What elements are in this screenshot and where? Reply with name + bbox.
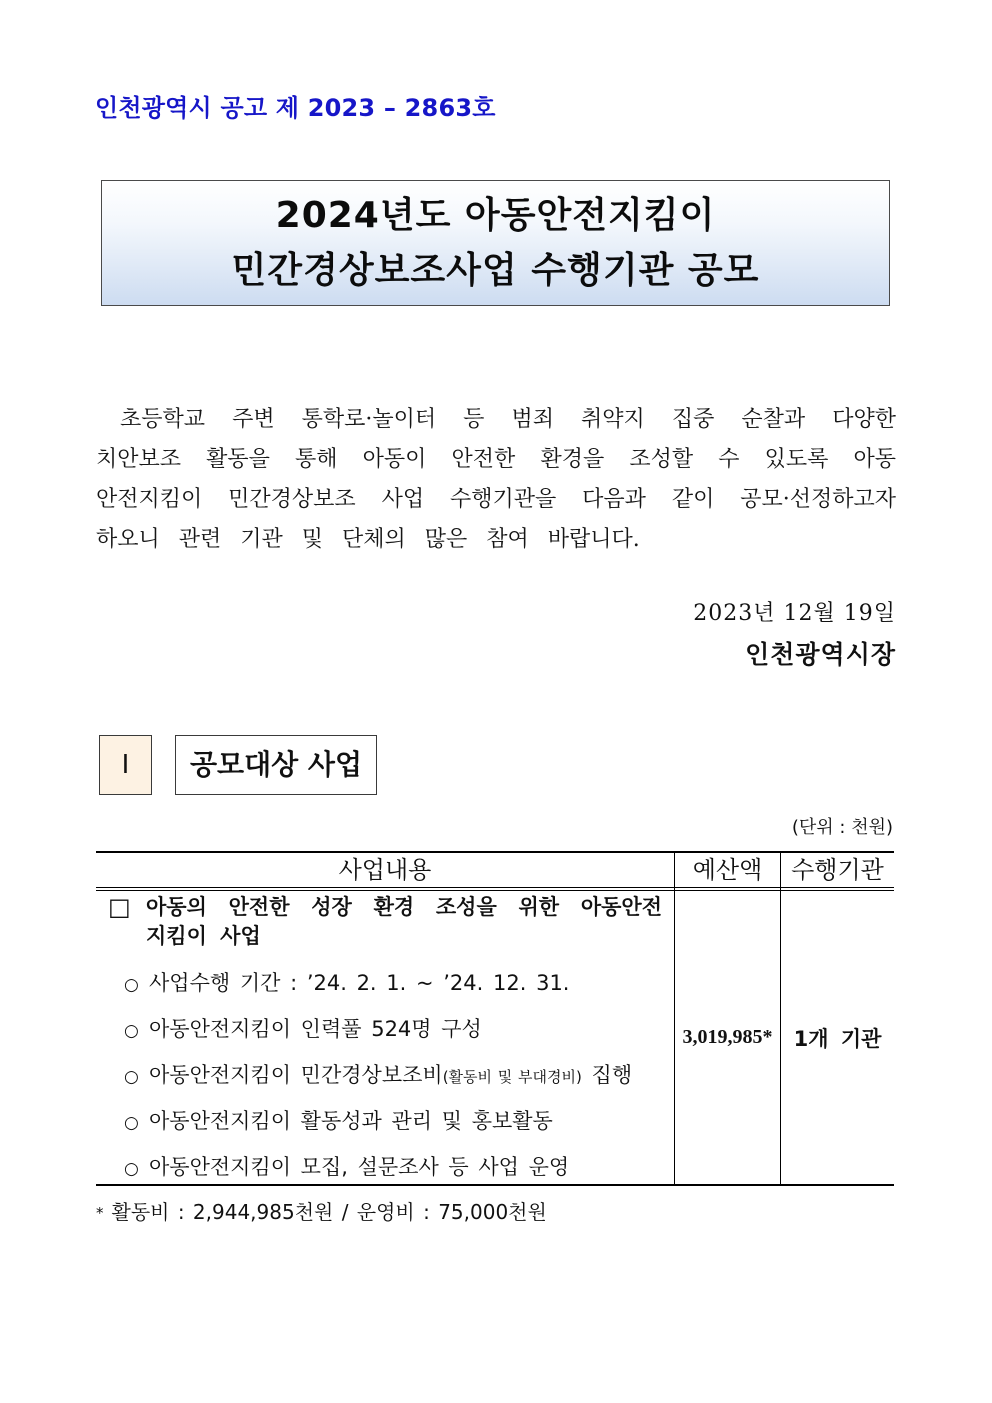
project-title-line: 지킴이 사업 xyxy=(146,924,261,948)
list-item xyxy=(124,1052,669,1098)
bullet-text: 아동안전지킴이 모집, 설문조사 등 사업 운영 xyxy=(149,1155,570,1179)
unit-label: (단위 : 천원) xyxy=(791,817,893,838)
list-item xyxy=(124,960,669,1006)
project-bullet-list xyxy=(124,960,669,1190)
circle-bullet-icon: ○ xyxy=(124,1113,139,1133)
table-bottom-border xyxy=(96,1184,894,1186)
bullet-text: 아동안전지킴이 활동성과 관리 및 홍보활동 xyxy=(149,1109,553,1133)
project-title-line: 아동의 안전한 성장 환경 조성을 위한 아동안전 xyxy=(146,895,662,919)
notice-date: 2023년 12월 19일 xyxy=(693,601,896,626)
footnote-asterisk: * xyxy=(96,1204,104,1222)
list-item xyxy=(124,1098,669,1144)
circle-bullet-icon: ○ xyxy=(124,1159,139,1179)
bullet-text: 아동안전지킴이 인력풀 524명 구성 xyxy=(149,1017,482,1041)
bullet-text: 아동안전지킴이 민간경상보조비 xyxy=(149,1063,443,1087)
agency-count: 1개 기관 xyxy=(793,1026,882,1051)
body-line: 치안보조 활동을 통해 아동이 안전한 환경을 조성할 수 있도록 아동 xyxy=(96,447,896,472)
title-line-1: 2024년도 아동안전지킴이 xyxy=(275,195,716,236)
body-line: 안전지킴이 민간경상보조 사업 수행기관을 다음과 같이 공모·선정하고자 xyxy=(96,487,896,512)
bullet-note: (활동비 및 부대경비) xyxy=(442,1068,582,1086)
list-item xyxy=(124,1006,669,1052)
bullet-text: 사업수행 기간 : ’24. 2. 1. ~ ’24. 12. 31. xyxy=(149,971,570,995)
project-title xyxy=(146,893,662,951)
notice-number: 인천광역시 공고 제 2023 – 2863호 xyxy=(95,94,496,122)
bullet-suffix: 집행 xyxy=(591,1063,633,1087)
title-line-2: 민간경상보조사업 수행기관 공모 xyxy=(231,250,760,291)
project-table xyxy=(96,851,894,1186)
section-title: 공모대상 사업 xyxy=(175,735,377,795)
column-header-agency: 수행기관 xyxy=(791,856,884,884)
budget-footnote xyxy=(96,1198,547,1227)
budget-cell xyxy=(675,891,780,1184)
circle-bullet-icon: ○ xyxy=(124,1021,139,1041)
circle-bullet-icon: ○ xyxy=(124,975,139,995)
circle-bullet-icon: ○ xyxy=(124,1067,139,1087)
content-cell xyxy=(96,891,674,1184)
footnote-text: 활동비 : 2,944,985천원 / 운영비 : 75,000천원 xyxy=(111,1200,547,1224)
notice-body xyxy=(96,400,896,560)
budget-amount: 3,019,985* xyxy=(682,1026,773,1048)
body-line: 하오니 관련 기관 및 단체의 많은 참여 바랍니다. xyxy=(96,527,640,552)
column-header-budget: 예산액 xyxy=(692,856,763,884)
column-divider xyxy=(780,853,781,1184)
column-header-content: 사업내용 xyxy=(338,856,432,884)
column-divider xyxy=(674,853,675,1184)
checkbox-square-icon: □ xyxy=(108,893,131,921)
issuer-name: 인천광역시장 xyxy=(745,640,896,669)
section-number: Ⅰ xyxy=(99,735,152,795)
agency-cell xyxy=(781,891,894,1184)
body-line: 초등학교 주변 통학로·놀이터 등 범죄 취약지 집중 순찰과 다양한 xyxy=(120,407,896,432)
title-box xyxy=(101,180,890,306)
